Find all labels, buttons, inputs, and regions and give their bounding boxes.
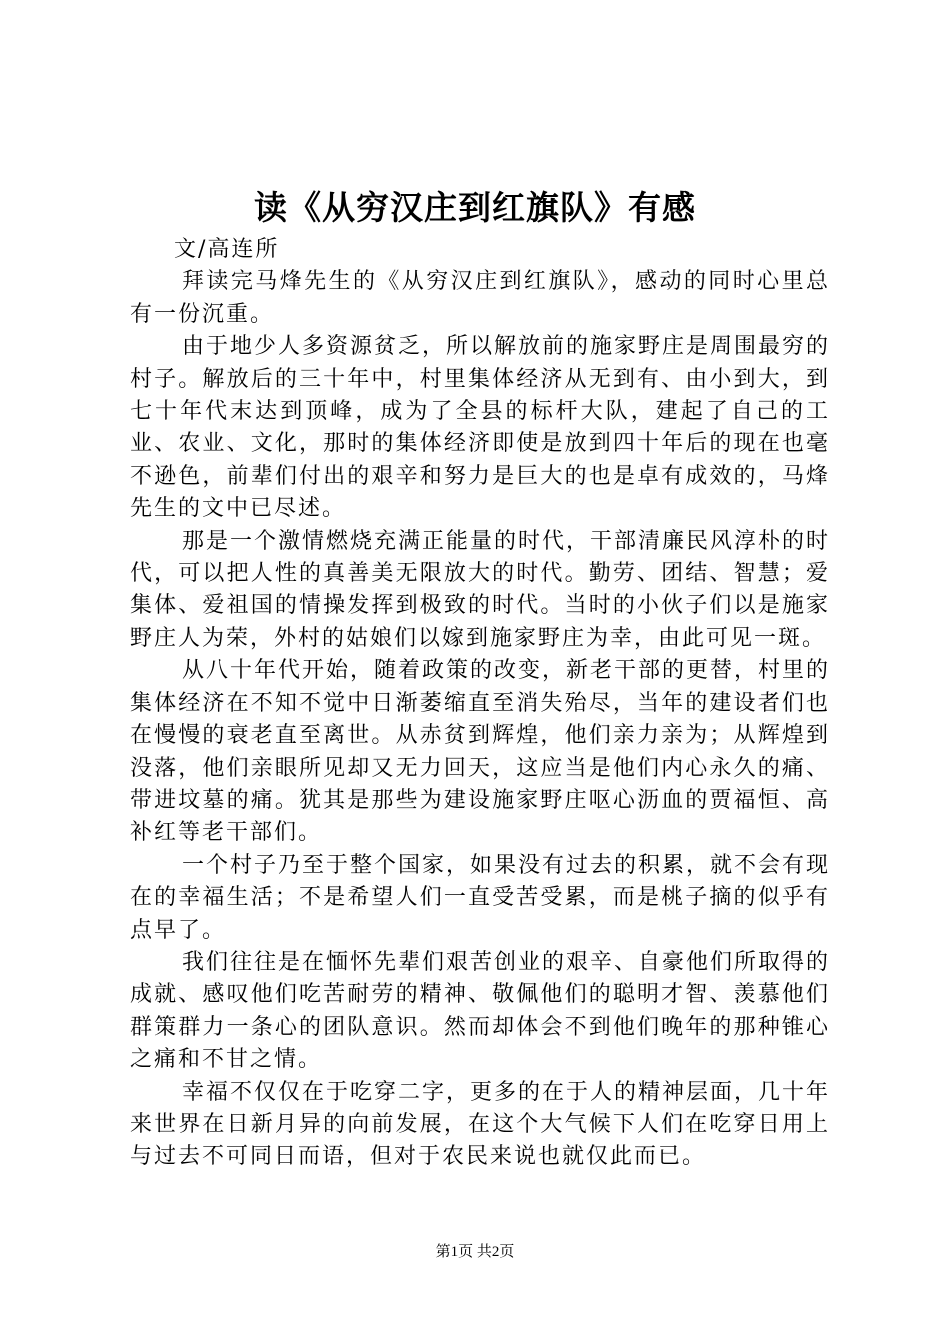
article-body (130, 234, 830, 1174)
page-number-footer: 第1页 共2页 (435, 1244, 515, 1260)
page-title: 读《从穷汉庄到红旗队》有感 (254, 188, 696, 227)
paragraph-2: 由于地少人多资源贫乏，所以解放前的施家野庄是周围最穷的村子。解放后的三十年中，村里集体经济从无到有、由小到大，到七十年代末达到顶峰，成为了全县的标杆大队，建起了自己的工业、农业、文化，那时的集体经济即使是放到四十年后的现在也毫不逊色，前辈们付出的艰辛和努力是巨大的也是卓有成效的，马烽先生的文中已尽述。 (130, 334, 831, 522)
paragraph-1: 拜读完马烽先生的《从穷汉庄到红旗队》，感动的同时心里总有一份沉重。 (130, 269, 830, 327)
paragraph-6: 我们往往是在愐怀先辈们艰苦创业的艰辛、自豪他们所取得的成就、感叹他们吃苦耐劳的精神、敬佩他们的聪明才智、羡慕他们群策群力一条心的团队意识。然而却体会不到他们晚年的那种锥心之痛和不甘之情。 (130, 949, 831, 1073)
paragraph-5: 一个村子乃至于整个国家，如果没有过去的积累，就不会有现在的幸福生活；不是希望人们一直受苦受累，而是桃子摘的似乎有点早了。 (130, 852, 831, 943)
paragraph-7: 幸福不仅仅在于吃穿二字，更多的在于人的精神层面，几十年来世界在日新月异的向前发展，在这个大气候下人们在吃穿日用上与过去不可同日而语，但对于农民来说也就仅此而已。 (130, 1079, 831, 1170)
author-line: 文/高连所 (174, 237, 280, 262)
paragraph-3: 那是一个激情燃烧充满正能量的时代，干部清廉民风淳朴的时代，可以把人性的真善美无限放大的时代。勤劳、团结、智慧；爱集体、爱祖国的情操发挥到极致的时代。当时的小伙子们以是施家野庄人为荣，外村的姑娘们以嫁到施家野庄为幸，由此可见一斑。 (130, 528, 831, 651)
paragraph-4: 从八十年代开始，随着政策的改变，新老干部的更替，村里的集体经济在不知不觉中日渐萎缩直至消失殆尽，当年的建设者们也在慢慢的衰老直至离世。从赤贫到辉煌，他们亲力亲为；从辉煌到没落，他们亲眼所见却又无力回天，这应当是他们内心永久的痛、带进坟墓的痛。犹其是那些为建设施家野庄呕心沥血的贾福恒、高补红等老干部们。 (130, 658, 831, 846)
